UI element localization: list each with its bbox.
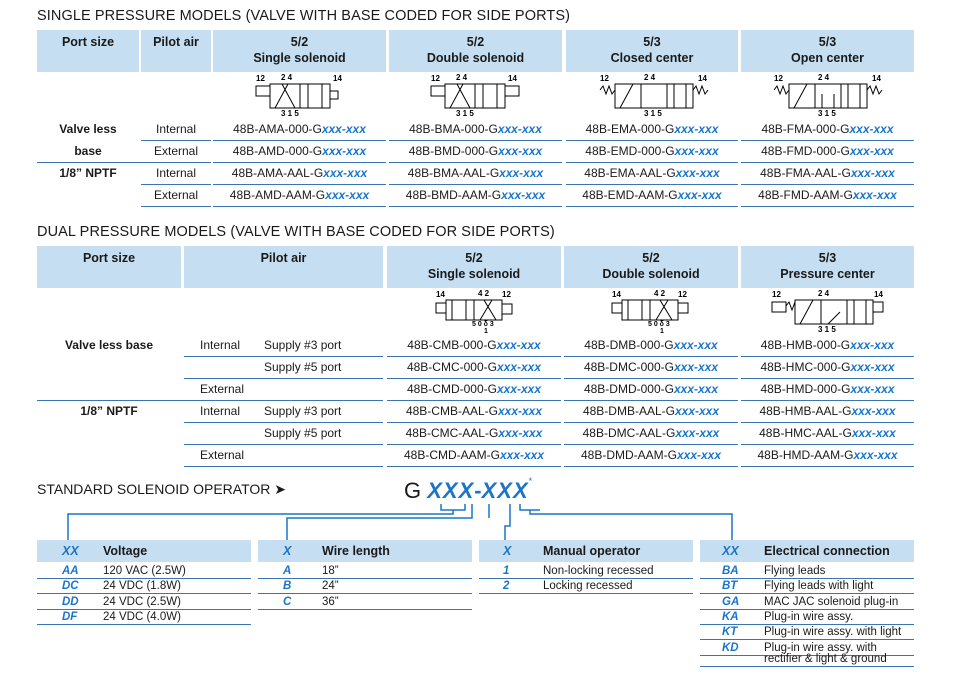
single-pilot-row3: Internal (155, 166, 197, 180)
part-number (387, 335, 561, 355)
wire-legend-row (258, 595, 472, 609)
valve-symbol-5-2-single-solenoid (250, 72, 350, 118)
part-number-prefix: 48B-EMD-000-G (585, 144, 675, 158)
part-number-prefix: 48B-FMD-AAM-G (758, 188, 853, 202)
part-number-suffix: xxx-xxx (496, 360, 542, 374)
part-number-prefix: 48B-AMA-000-G (233, 122, 322, 136)
voltage-legend-row (37, 610, 251, 624)
part-number-prefix: 48B-AMA-AAL-G (231, 166, 324, 180)
electrical-option-label: Flying leads (764, 565, 826, 577)
electrical-option-label: Plug-in wire assy. with light (764, 626, 902, 639)
header-label: Pilot air (260, 251, 307, 265)
code-prefix: G (404, 478, 428, 503)
wire-option-label: 18” (322, 565, 339, 577)
electrical-connection-header (700, 540, 914, 562)
code-asterisk: * (528, 476, 533, 486)
part-number-suffix: xxx-xxx (323, 166, 368, 180)
electrical-code-label: XX (722, 544, 739, 558)
dual-header-port-size (37, 246, 181, 288)
dual-supply-cell: Supply #5 port (264, 426, 342, 440)
part-number-suffix: xxx-xxx (849, 122, 894, 136)
single-port-valve-less-line2: base (74, 144, 102, 158)
part-number-prefix: 48B-CMC-AAL-G (405, 426, 499, 440)
port-label-12: 12 (772, 290, 781, 299)
rule (37, 624, 251, 625)
single-pilot-row2: External (153, 144, 199, 158)
header-line-2: Single solenoid (253, 51, 346, 65)
part-number-suffix: xxx-xxx (850, 360, 895, 374)
rule (564, 466, 738, 467)
port-label-14: 14 (874, 290, 883, 299)
header-line-1: 5/3 (818, 35, 837, 49)
dual-header-col-3 (741, 246, 914, 288)
header-line-2: Single solenoid (427, 267, 521, 281)
port-label-12: 12 (600, 74, 609, 83)
part-number-suffix: xxx-xxx (673, 338, 718, 352)
dual-section-title: DUAL PRESSURE MODELS (VALVE WITH BASE CODED FOR SIDE PORTS) (37, 224, 555, 240)
manual-option-code: 2 (503, 580, 510, 593)
part-number (741, 401, 914, 421)
electrical-label: Electrical connection (764, 544, 890, 558)
part-number-prefix: 48B-FMD-000-G (761, 144, 850, 158)
voltage-option-label: 24 VDC (1.8W) (103, 580, 181, 593)
part-number (213, 141, 386, 161)
part-number-suffix: xxx-xxx (322, 144, 367, 158)
operator-section-title: STANDARD SOLENOID OPERATOR ➤ (37, 481, 286, 497)
part-number-prefix: 48B-CMB-000-G (407, 338, 497, 352)
header-label: Port size (61, 35, 115, 49)
part-number-prefix: 48B-AMD-AAM-G (229, 188, 326, 202)
rule (141, 206, 211, 207)
part-number-prefix: 48B-BMD-AAM-G (405, 188, 502, 202)
part-number-suffix: xxx-xxx (853, 448, 898, 462)
port-label-1: 1 (484, 328, 488, 334)
dual-port-nptf: 1/8” NPTF (80, 404, 138, 418)
part-number-prefix: 48B-HMB-000-G (760, 338, 851, 352)
part-number (389, 163, 562, 183)
valve-symbol-5-3-open-center (772, 72, 884, 118)
single-section-title: SINGLE PRESSURE MODELS (VALVE WITH BASE CODED FOR SIDE PORTS) (37, 8, 571, 24)
header-line-1: 5/2 (642, 251, 660, 265)
part-number-suffix: xxx-xxx (497, 122, 542, 136)
dual-header-pilot-air (184, 246, 383, 288)
part-number-suffix: xxx-xxx (850, 338, 895, 352)
wire-option-code: A (283, 565, 292, 577)
rule (213, 206, 386, 207)
part-number-suffix: xxx-xxx (501, 188, 546, 202)
port-label-14: 14 (333, 74, 342, 83)
part-number (741, 185, 914, 205)
rule (184, 356, 383, 357)
single-header-port-size (37, 30, 139, 72)
part-number-prefix: 48B-DMD-000-G (583, 382, 674, 396)
header-label: Port size (82, 251, 136, 265)
code-second-group: XXX (481, 478, 529, 503)
part-number (387, 423, 561, 443)
dual-pilot-cell: Internal (200, 338, 241, 352)
port-label-1: 1 (660, 328, 664, 334)
part-number-suffix: xxx-xxx (496, 382, 542, 396)
part-number (389, 141, 562, 161)
part-number (741, 119, 914, 139)
part-number-suffix: xxx-xxx (496, 338, 541, 352)
manual-option-code: 1 (503, 565, 510, 577)
header-line-1: 5/2 (465, 251, 483, 265)
electrical-option-code: BA (722, 565, 739, 577)
header-line-2: Double solenoid (426, 51, 525, 65)
electrical-option-label: Flying leads with light (764, 580, 874, 593)
part-number (564, 423, 738, 443)
part-number-prefix: 48B-FMA-000-G (761, 122, 850, 136)
rule (566, 206, 738, 207)
voltage-option-code: DD (62, 595, 79, 608)
part-number-prefix: 48B-EMA-AAL-G (584, 166, 676, 180)
part-number-prefix: 48B-EMD-AAM-G (582, 188, 678, 202)
dual-supply-cell: Supply #3 port (264, 404, 342, 418)
part-number (741, 379, 914, 399)
rule (37, 400, 383, 401)
part-number-suffix: xxx-xxx (673, 382, 719, 396)
part-number-prefix: 48B-DMC-000-G (583, 360, 674, 374)
port-label-42: 4 2 (478, 289, 490, 298)
single-port-valve-less-line1: Valve less (59, 122, 117, 136)
rule (389, 206, 562, 207)
header-label: Pilot air (153, 35, 199, 49)
voltage-legend-row (37, 564, 251, 578)
electrical-option-code: KA (722, 610, 739, 623)
voltage-option-code: AA (62, 565, 79, 577)
rule (700, 666, 914, 667)
port-label-315: 3 1 5 (456, 109, 474, 118)
manual-legend-row (479, 564, 693, 578)
wire-label: Wire length (322, 544, 390, 558)
dual-port-valve-less-base: Valve less base (64, 338, 154, 352)
part-number-suffix: xxx-xxx (499, 448, 545, 462)
part-number-prefix: 48B-HMC-AAL-G (759, 426, 852, 440)
port-label-14: 14 (508, 74, 517, 83)
manual-label: Manual operator (543, 544, 641, 558)
manual-operator-header (479, 540, 693, 562)
port-label-315: 3 1 5 (818, 325, 836, 334)
rule (258, 609, 472, 610)
part-number-prefix: 48B-DMD-AAM-G (580, 448, 677, 462)
electrical-option-code: KT (722, 626, 738, 639)
rule (184, 378, 383, 379)
part-number (566, 141, 738, 161)
single-header-col-3 (566, 30, 738, 72)
port-label-5o3: 5 0 δ 3 (472, 321, 494, 328)
voltage-option-label: 24 VDC (4.0W) (103, 610, 181, 623)
voltage-header (37, 540, 251, 562)
part-number (387, 357, 561, 377)
part-number-suffix: xxx-xxx (498, 426, 543, 440)
port-label-12: 12 (256, 74, 265, 83)
voltage-option-label: 24 VDC (2.5W) (103, 595, 181, 608)
part-number-prefix: 48B-BMD-000-G (408, 144, 499, 158)
electrical-option-code: GA (722, 595, 740, 608)
part-number-prefix: 48B-BMA-000-G (409, 122, 498, 136)
part-number (387, 445, 561, 465)
header-line-1: 5/3 (818, 251, 837, 265)
code-connector-lines (0, 500, 960, 542)
part-number-prefix: 48B-DMB-000-G (584, 338, 674, 352)
part-number (741, 335, 914, 355)
wire-legend-row (258, 564, 472, 578)
part-number-prefix: 48B-AMD-000-G (232, 144, 323, 158)
electrical-option-label: Plug-in wire assy. with (764, 641, 877, 654)
part-number-prefix: 48B-DMB-AAL-G (582, 404, 675, 418)
part-number-suffix: xxx-xxx (674, 122, 719, 136)
port-label-42: 4 2 (654, 289, 666, 298)
electrical-legend-row-continuation (700, 652, 914, 666)
header-line-2: Double solenoid (602, 267, 700, 281)
rule (741, 466, 914, 467)
part-number (564, 401, 738, 421)
electrical-option-label-line2: rectifier & light & ground (764, 652, 887, 665)
part-number (389, 185, 562, 205)
part-number-prefix: 48B-HMC-000-G (760, 360, 851, 374)
single-pilot-row1: Internal (155, 122, 197, 136)
wire-option-label: 24” (322, 580, 339, 593)
dual-pilot-cell: External (200, 382, 245, 396)
port-label-315: 3 1 5 (281, 109, 299, 118)
port-label-14: 14 (872, 74, 881, 83)
part-number (387, 379, 561, 399)
port-label-5o3: 5 0 δ 3 (648, 321, 670, 328)
part-number (564, 379, 738, 399)
part-number-suffix: xxx-xxx (498, 144, 543, 158)
rule (184, 466, 383, 467)
electrical-legend-row (700, 595, 914, 609)
part-number-suffix: xxx-xxx (325, 188, 370, 202)
part-number (213, 163, 386, 183)
part-number-prefix: 48B-EMA-000-G (585, 122, 675, 136)
part-number-suffix: xxx-xxx (850, 166, 895, 180)
dual-header-col-2 (564, 246, 738, 288)
dual-supply-cell: Supply #3 port (264, 338, 342, 352)
part-number-prefix: 48B-BMA-AAL-G (407, 166, 500, 180)
part-number-prefix: 48B-CMB-AAL-G (405, 404, 498, 418)
single-port-nptf: 1/8” NPTF (59, 166, 117, 180)
single-header-pilot-air (141, 30, 211, 72)
part-number-prefix: 48B-FMA-AAL-G (760, 166, 851, 180)
part-number (564, 357, 738, 377)
port-label-24: 2 4 (818, 73, 830, 82)
header-line-2: Open center (791, 51, 864, 65)
port-label-24: 2 4 (281, 73, 293, 82)
header-line-1: 5/3 (643, 35, 661, 49)
dual-supply-cell: Supply #5 port (264, 360, 342, 374)
part-number (564, 445, 738, 465)
single-header-col-2 (389, 30, 562, 72)
rule (387, 466, 561, 467)
valve-symbol-5-2-double-solenoid (425, 72, 525, 118)
part-number-suffix: xxx-xxx (499, 166, 544, 180)
port-label-12: 12 (774, 74, 783, 83)
port-label-14: 14 (436, 290, 445, 299)
code-dash: - (474, 478, 482, 503)
part-number-suffix: xxx-xxx (321, 122, 366, 136)
wire-legend-row (258, 579, 472, 593)
port-label-12: 12 (431, 74, 440, 83)
voltage-option-code: DF (62, 610, 78, 623)
part-number-suffix: xxx-xxx (674, 144, 719, 158)
header-line-2: Closed center (610, 51, 694, 65)
header-line-1: 5/2 (290, 35, 309, 49)
electrical-legend-row (700, 564, 914, 578)
single-header-col-4 (741, 30, 914, 72)
port-label-12: 12 (678, 290, 687, 299)
part-number-suffix: xxx-xxx (677, 188, 722, 202)
electrical-option-label: MAC JAC solenoid plug-in (764, 595, 899, 608)
rule (184, 422, 383, 423)
code-first-group: XXX (427, 478, 475, 503)
part-number-prefix: 48B-CMD-AAM-G (403, 448, 500, 462)
part-number (741, 357, 914, 377)
wire-option-code: C (283, 595, 292, 608)
rule (184, 444, 383, 445)
single-pilot-row4: External (153, 188, 199, 202)
electrical-legend-row (700, 610, 914, 624)
manual-legend-row (479, 579, 693, 593)
electrical-legend-row (700, 579, 914, 593)
part-number-suffix: xxx-xxx (852, 188, 897, 202)
rule (741, 206, 914, 207)
part-number (741, 445, 914, 465)
rule (141, 184, 211, 185)
valve-symbol-5-3-closed-center (598, 72, 710, 118)
port-label-12: 12 (502, 290, 511, 299)
rule (37, 162, 211, 163)
header-line-2: Pressure center (780, 267, 875, 281)
part-number (213, 185, 386, 205)
dual-pilot-cell: External (200, 448, 245, 462)
port-label-24: 2 4 (644, 73, 656, 82)
electrical-option-label: Plug-in wire assy. (764, 610, 854, 623)
part-number (741, 141, 914, 161)
part-number (566, 119, 738, 139)
part-number-prefix: 48B-HMD-AAM-G (757, 448, 854, 462)
part-number (741, 163, 914, 183)
dual-pilot-cell: Internal (200, 404, 241, 418)
port-label-24: 2 4 (456, 73, 468, 82)
part-number-suffix: xxx-xxx (673, 360, 719, 374)
part-number-prefix: 48B-CMC-000-G (406, 360, 497, 374)
electrical-option-code: KD (722, 641, 739, 654)
voltage-option-code: DC (62, 580, 79, 593)
manual-option-label: Locking recessed (543, 580, 633, 593)
part-number (566, 185, 738, 205)
voltage-legend-row (37, 579, 251, 593)
part-number-suffix: xxx-xxx (675, 166, 720, 180)
voltage-option-label: 120 VAC (2.5W) (103, 565, 186, 577)
electrical-option-code: BT (722, 580, 738, 593)
rule (479, 593, 693, 594)
port-label-14: 14 (612, 290, 621, 299)
manual-code-label: X (503, 544, 512, 558)
port-label-315: 3 1 5 (644, 109, 662, 118)
part-number (741, 423, 914, 443)
valve-symbol-dual-5-2-single-solenoid (430, 288, 520, 334)
part-number-suffix: xxx-xxx (497, 404, 543, 418)
manual-option-label: Non-locking recessed (543, 565, 654, 577)
part-number-prefix: 48B-DMC-AAL-G (582, 426, 676, 440)
single-header-col-1 (213, 30, 386, 72)
part-number (389, 119, 562, 139)
voltage-label: Voltage (103, 544, 148, 558)
valve-symbol-dual-5-2-double-solenoid (606, 288, 696, 334)
wire-length-header (258, 540, 472, 562)
wire-option-code: B (283, 580, 292, 593)
voltage-code-label: XX (62, 544, 79, 558)
wire-code-label: X (283, 544, 292, 558)
voltage-legend-row (37, 595, 251, 609)
part-number-suffix: xxx-xxx (849, 144, 894, 158)
part-number-suffix: xxx-xxx (851, 404, 896, 418)
part-number-suffix: xxx-xxx (851, 426, 896, 440)
part-number-prefix: 48B-CMD-000-G (406, 382, 497, 396)
port-label-14: 14 (698, 74, 707, 83)
part-number-suffix: xxx-xxx (676, 448, 722, 462)
valve-symbol-dual-5-3-pressure-center (770, 288, 886, 334)
part-number (566, 163, 738, 183)
rule (141, 140, 211, 141)
header-line-1: 5/2 (466, 35, 485, 49)
dual-header-col-1 (387, 246, 561, 288)
part-number-suffix: xxx-xxx (850, 382, 895, 396)
part-number-suffix: xxx-xxx (675, 426, 720, 440)
part-number-prefix: 48B-HMD-000-G (760, 382, 851, 396)
wire-option-label: 36” (322, 595, 339, 608)
part-number (213, 119, 386, 139)
electrical-legend-row (700, 625, 914, 639)
port-label-315: 3 1 5 (818, 109, 836, 118)
part-number-prefix: 48B-HMB-AAL-G (759, 404, 852, 418)
port-label-24: 2 4 (818, 289, 830, 298)
part-number (564, 335, 738, 355)
part-number (387, 401, 561, 421)
part-number-suffix: xxx-xxx (674, 404, 720, 418)
